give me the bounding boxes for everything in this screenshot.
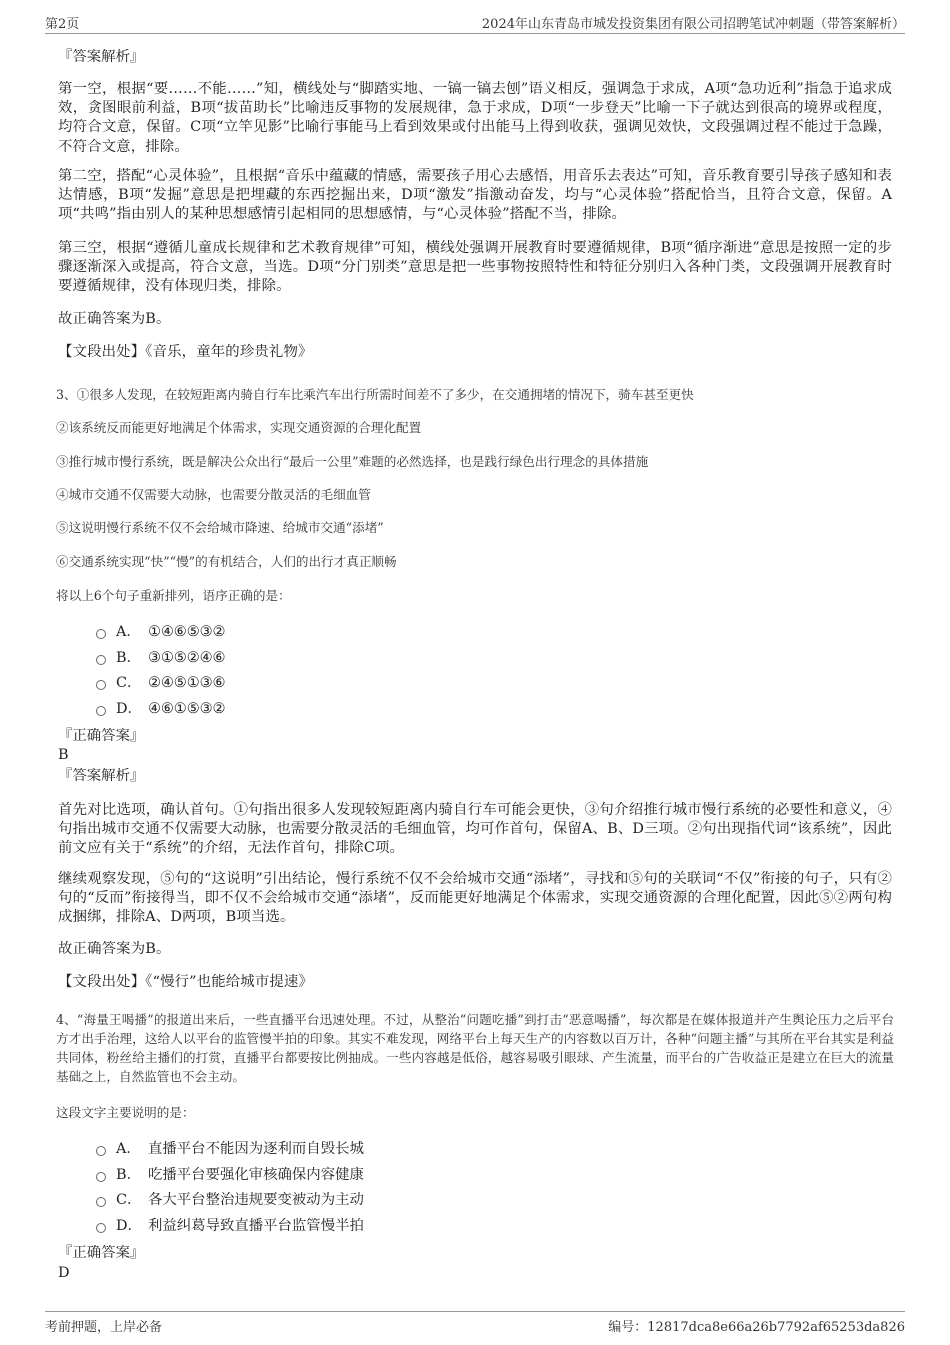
- question-3-sentence-5: ⑤这说明慢行系统不仅不会给城市降速、给城市交通“添堵”: [56, 520, 384, 535]
- page-footer: [45, 1311, 905, 1338]
- document-title: 2024年山东青岛市城发投资集团有限公司招聘笔试冲刺题（带答案解析）: [481, 17, 905, 32]
- analysis-label: 『答案解析』: [58, 768, 145, 784]
- question-3-option-c[interactable]: C． ②④⑤①③⑥: [96, 673, 225, 693]
- question-3-sentence-3: ③推行城市慢行系统，既是解决公众出行“最后一公里”难题的必然选择，也是践行绿色出行理念的具体措施: [56, 454, 649, 469]
- analysis-paragraph-1: 首先对比选项，确认首句。①句指出很多人发现较短距离内骑自行车可能会更快，③句介绍推行城市慢行系统的必要性和意义，④句指出城市交通不仅需要大动脉，也需要分散灵活的毛细血管，均可作首句，保留A、B、D三项。②句出现指代词“该系统”，因此前文应有关于“系统”的介绍，无法作首句，排除C项。: [58, 802, 892, 857]
- question-3-sentence-2: ②该系统反而能更好地满足个体需求，实现交通资源的合理化配置: [56, 420, 422, 435]
- question-3-sentence-4: ④城市交通不仅需要大动脉，也需要分散灵活的毛细血管: [56, 487, 371, 502]
- radio-icon[interactable]: [96, 1223, 106, 1233]
- question-4-option-c[interactable]: C． 各大平台整治违规要变被动为主动: [96, 1190, 364, 1210]
- radio-icon[interactable]: [96, 1146, 106, 1156]
- source-citation: 【文段出处】《音乐，童年的珍贵礼物》: [58, 344, 313, 360]
- correct-answer: D: [58, 1265, 70, 1281]
- question-4-stem: 4、“海量王喝播”的报道出来后，一些直播平台迅速处理。不过，从整治“问题吃播”到打击“恶意喝播”，每次都是在媒体报道并产生舆论压力之后平台方才出手治理，这给人以平台的监管慢半拍的印象。其实不难发现，网络平台上每天生产的内容数以百万计，各种“问题主播”与其所在平台其实是利益共同体，粉丝给主播们的打赏，直播平台都要按比例抽成。一些内容越是低俗，越容易吸引眼球、产生流量，而平台的广告收益正是建立在巨大的流量基础之上，自然监管也不会主动。: [56, 1012, 894, 1084]
- radio-icon[interactable]: [96, 1172, 106, 1182]
- radio-icon[interactable]: [96, 706, 106, 716]
- page-number: 第2页: [45, 17, 80, 32]
- question-3-sentence-6: ⑥交通系统实现“快”“慢”的有机结合，人们的出行才真正顺畅: [56, 554, 397, 569]
- radio-icon[interactable]: [96, 655, 106, 665]
- question-4-prompt: 这段文字主要说明的是：: [56, 1105, 195, 1120]
- document-id: 编号：12817dca8e66a26b7792af65253da826: [608, 1320, 905, 1335]
- question-3-option-a[interactable]: A． ①④⑥⑤③②: [96, 622, 225, 642]
- analysis-paragraph-3: 第三空，根据“遵循儿童成长规律和艺术教育规律”可知，横线处强调开展教育时要遵循规律，B项“循序渐进”意思是按照一定的步骤逐渐深入或提高，符合文意，当选。D项“分门别类”意思是把一些事物按照特性和特征分别归入各种门类，文段强调开展教育时要遵循规律，没有体现归类，排除。: [58, 240, 892, 295]
- question-4-option-b[interactable]: B． 吃播平台要强化审核确保内容健康: [96, 1165, 364, 1185]
- analysis-paragraph-2: 继续观察发现，⑤句的“这说明”引出结论，慢行系统不仅不会给城市交通“添堵”，寻找和⑤句的关联词“不仅”衔接的句子，只有②句的“反而”衔接得当，即不仅不会给城市交通“添堵”，反而能更好地满足个体需求，实现交通资源的合理化配置，因此⑤②两句构成捆绑，排除A、D两项，B项当选。: [58, 871, 892, 926]
- question-3-prompt: 将以上6个句子重新排列，语序正确的是：: [56, 588, 291, 603]
- question-3-option-d[interactable]: D． ④⑥①⑤③②: [96, 699, 225, 719]
- conclusion: 故正确答案为B。: [58, 311, 171, 327]
- source-citation: 【文段出处】《“慢行”也能给城市提速》: [58, 974, 314, 990]
- page-header: [45, 11, 905, 34]
- radio-icon[interactable]: [96, 680, 106, 690]
- footer-slogan: 考前押题，上岸必备: [45, 1320, 163, 1335]
- question-4-option-a[interactable]: A． 直播平台不能因为逐利而自毁长城: [96, 1139, 364, 1159]
- radio-icon[interactable]: [96, 1197, 106, 1207]
- conclusion: 故正确答案为B。: [58, 941, 171, 957]
- correct-answer-label: 『正确答案』: [58, 1245, 145, 1261]
- correct-answer-label: 『正确答案』: [58, 728, 145, 744]
- radio-icon[interactable]: [96, 629, 106, 639]
- question-3-sentence-1: 3、①很多人发现，在较短距离内骑自行车比乘汽车出行所需时间差不了多少，在交通拥堵的情况下，骑车甚至更快: [56, 387, 694, 402]
- correct-answer: B: [58, 747, 69, 763]
- analysis-paragraph-1: 第一空，根据“要……不能……”知，横线处与“脚踏实地、一镐一镐去刨”语义相反，强调急于求成，A项“急功近利”指急于追求成效，贪图眼前利益，B项“拔苗助长”比喻违反事物的发展规律，急于求成，D项“一步登天”比喻一下子就达到很高的境界或程度，均符合文意，保留。C项“立竿见影”比喻行事能马上看到效果或付出能马上得到收获，强调见效快，文段强调过程不能过于急躁，不符合文意，排除。: [58, 81, 892, 155]
- analysis-paragraph-2: 第二空，搭配“心灵体验”，且根据“音乐中蕴藏的情感，需要孩子用心去感悟，用音乐去表达”可知，音乐教育要引导孩子感知和表达情感，B项“发掘”意思是把埋藏的东西挖掘出来，D项“激发”指激动奋发，均与“心灵体验”搭配恰当，且符合文意，保留。A项“共鸣”指由别人的某种思想感情引起相同的思想感情，与“心灵体验”搭配不当，排除。: [58, 168, 892, 223]
- question-3-option-b[interactable]: B． ③①⑤②④⑥: [96, 648, 225, 668]
- analysis-label: 『答案解析』: [58, 49, 145, 65]
- question-4-option-d[interactable]: D． 利益纠葛导致直播平台监管慢半拍: [96, 1216, 364, 1236]
